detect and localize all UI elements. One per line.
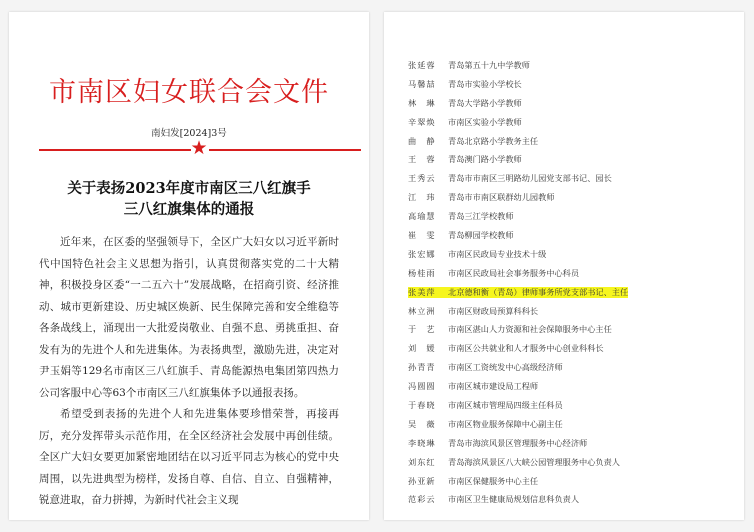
honoree-name: 林立洲 [408, 305, 436, 316]
honoree-affiliation: 青岛市实验小学校长 [448, 78, 522, 89]
honoree-affiliation: 市南区公共就业和人才服务中心创业科科长 [448, 343, 604, 354]
honoree-name: 江 玮 [408, 192, 436, 203]
honoree-affiliation: 市南区城市管理局四级主任科员 [448, 399, 563, 410]
honoree-name: 张美萍 [408, 287, 448, 298]
red-star-icon: ★ [190, 137, 208, 159]
honoree-name: 张延蓉 [408, 59, 436, 70]
list-item [408, 150, 738, 169]
title-line-1: 关于表扬2023年度市南区三八红旗手 [67, 180, 311, 197]
list-item [408, 396, 738, 415]
honoree-name: 李晓琳 [408, 437, 436, 448]
honoree-affiliation: 青岛市市南区三明路幼儿园党支部书记、园长 [448, 173, 612, 184]
honoree-affiliation: 青岛市海滨风景区管理服务中心经济师 [448, 437, 588, 448]
list-item [408, 472, 738, 491]
paragraph-2: 希望受到表扬的先进个人和先进集体要珍惜荣誉，再接再厉，充分发挥带头示范作用，在全区经济社会发展中再创佳绩。全区广大妇女要更加紧密地团结在以习近平同志为核心的党中央周围，以先进典型为榜样，发扬自尊、自信、自立、自强精神，锐意进取，奋力拼搏，为新时代社会主义现 [39, 408, 339, 506]
honoree-affiliation: 青岛市市南区联群幼儿园教师 [448, 192, 555, 203]
list-item [408, 302, 738, 321]
list-item [408, 94, 738, 113]
honoree-affiliation: 市南区财政局预算科科长 [448, 305, 539, 316]
honoree-name: 刘 媛 [408, 343, 436, 354]
honoree-name: 冯圆圆 [408, 381, 436, 392]
list-item [408, 434, 738, 453]
honoree-name: 刘东红 [408, 456, 436, 467]
red-divider-left [39, 149, 191, 151]
honoree-affiliation: 市南区实验小学教师 [448, 116, 522, 127]
red-divider-right [209, 149, 361, 151]
list-item [408, 113, 738, 132]
honoree-name: 辛翠焕 [408, 116, 436, 127]
list-item [408, 226, 738, 245]
list-item [408, 453, 738, 472]
list-item [408, 169, 738, 188]
honoree-affiliation: 青岛大学路小学教师 [448, 97, 522, 108]
list-item [408, 264, 738, 283]
honoree-affiliation: 市南区民政局专业技术十级 [448, 248, 547, 259]
honoree-name: 王 蓉 [408, 154, 436, 165]
list-item [408, 415, 738, 434]
honoree-affiliation: 青岛三江学校教师 [448, 211, 514, 222]
honoree-name: 高瑜慧 [408, 211, 436, 222]
honoree-affiliation: 北京德和衡（青岛）律师事务所党支部书记、主任 [448, 286, 629, 297]
list-item [408, 75, 738, 94]
honoree-affiliation: 市南区保健服务中心主任 [448, 475, 539, 486]
org-document-header: 市南区妇女联合会文件 [49, 77, 329, 108]
honoree-affiliation: 市南区湛山人力资源和社会保障服务中心主任 [448, 324, 612, 335]
list-item [408, 490, 738, 509]
honoree-affiliation: 青岛北京路小学教务主任 [448, 135, 539, 146]
honoree-affiliation: 市南区工资统发中心高级经济师 [448, 362, 563, 373]
honoree-name: 杨桂雨 [408, 267, 436, 278]
list-item [408, 358, 738, 377]
list-item-highlighted [408, 283, 738, 302]
honoree-name: 林 琳 [408, 97, 436, 108]
document-page-right [384, 12, 744, 520]
honoree-name: 曲 静 [408, 135, 436, 146]
honoree-list [408, 56, 738, 509]
list-item [408, 245, 738, 264]
honoree-name: 范彩云 [408, 494, 436, 505]
honoree-name: 吴 薇 [408, 418, 436, 429]
list-item [408, 56, 738, 75]
list-item [408, 320, 738, 339]
list-item [408, 207, 738, 226]
body-text [39, 232, 339, 512]
honoree-name: 王秀云 [408, 173, 436, 184]
honoree-name: 孙青青 [408, 362, 436, 373]
honoree-affiliation: 青岛第五十九中学教师 [448, 59, 530, 70]
title-line-2: 三八红旗集体的通报 [123, 201, 255, 218]
honoree-affiliation: 青岛澳门路小学教师 [448, 154, 522, 165]
list-item [408, 339, 738, 358]
honoree-affiliation: 市南区物业服务保障中心副主任 [448, 418, 563, 429]
document-page-left [9, 12, 369, 520]
honoree-affiliation: 市南区卫生健康局规划信息科负责人 [448, 494, 580, 505]
honoree-affiliation: 市南区城市建设局工程师 [448, 381, 539, 392]
paragraph-1: 近年来，在区委的坚强领导下，全区广大妇女以习近平新时代中国特色社会主义思想为指引，认真贯彻落实党的二十大精神，积极投身区委“一二五六十”发展战略，在招商引资、经济推动、城市更新建设、历史城区焕新、民生保障完善和安全维稳等各条战线上，涌现出一大批爱岗敬业、自强不息、勇挑重担、奋发有为的先进个人和先进集体。为表扬典型，激励先进，决定对尹玉娟等129名市南区三八红旗手、青岛能源热电集团第四热力公司客服中心等63个市南区三八红旗集体予以通报表扬。 [39, 236, 339, 399]
document-number: 南妇发[2024]3号 [151, 128, 227, 139]
honoree-name: 马馨喆 [408, 78, 436, 89]
honoree-affiliation: 市南区民政局社会事务服务中心科员 [448, 267, 580, 278]
list-item [408, 377, 738, 396]
honoree-name: 张宏娜 [408, 248, 436, 259]
list-item [408, 188, 738, 207]
honoree-affiliation: 青岛海滨风景区八大峡公园管理服务中心负责人 [448, 456, 620, 467]
honoree-name: 于春晓 [408, 399, 436, 410]
honoree-name: 于 艺 [408, 324, 436, 335]
honoree-affiliation: 青岛柳园学校教师 [448, 229, 514, 240]
document-title [9, 178, 369, 220]
honoree-name: 孙亚新 [408, 475, 436, 486]
honoree-name: 崔 雯 [408, 229, 436, 240]
list-item [408, 132, 738, 151]
